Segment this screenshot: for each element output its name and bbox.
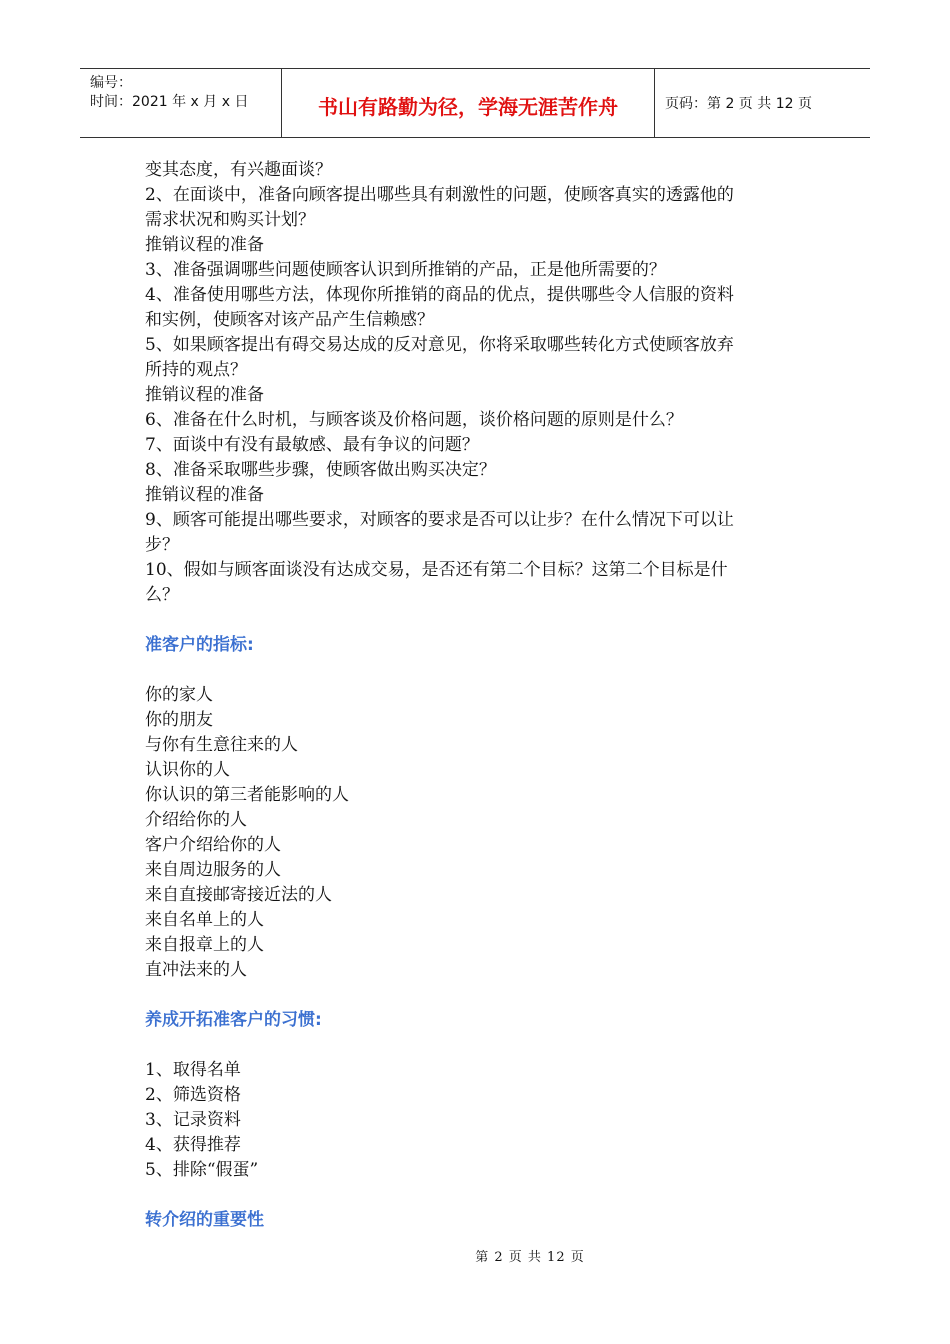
- body-line: 9、顾客可能提出哪些要求，对顾客的要求是否可以让步？在什么情况下可以让: [145, 510, 734, 530]
- body-line: 所持的观点？: [145, 360, 247, 380]
- habit-item: 2、筛选资格: [145, 1085, 241, 1105]
- body-line: 3、准备强调哪些问题使顾客认识到所推销的产品，正是他所需要的？: [145, 260, 666, 280]
- motto-text: 书山有路勤为径，学海无涯苦作舟: [318, 95, 618, 119]
- body-line: 么？: [145, 585, 179, 605]
- prospect-item: 你认识的第三者能影响的人: [145, 785, 349, 805]
- section-heading-habits: 养成开拓准客户的习惯:: [145, 1010, 322, 1030]
- prospect-item: 介绍给你的人: [145, 810, 247, 830]
- habit-item: 3、记录资料: [145, 1110, 241, 1130]
- prospect-item: 你的家人: [145, 685, 213, 705]
- body-line: 6、准备在什么时机，与顾客谈及价格问题，谈价格问题的原则是什么？: [145, 410, 683, 430]
- spacer: [145, 983, 810, 1008]
- spacer: [145, 658, 810, 683]
- habit-item: 4、获得推荐: [145, 1135, 241, 1155]
- header-motto-cell: [281, 69, 655, 137]
- body-line: 5、如果顾客提出有碍交易达成的反对意见，你将采取哪些转化方式使顾客放弃: [145, 335, 734, 355]
- spacer: [145, 1183, 810, 1208]
- body-line: 4、准备使用哪些方法，体现你所推销的商品的优点，提供哪些令人信服的资料: [145, 285, 734, 305]
- body-line: 推销议程的准备: [145, 235, 264, 255]
- prospect-item: 你的朋友: [145, 710, 213, 730]
- body-line: 8、准备采取哪些步骤，使顾客做出购买决定？: [145, 460, 496, 480]
- prospect-item: 来自名单上的人: [145, 910, 264, 930]
- spacer: [145, 1033, 810, 1058]
- body-line: 推销议程的准备: [145, 485, 264, 505]
- body-line: 10、假如与顾客面谈没有达成交易，是否还有第二个目标？这第二个目标是什: [145, 560, 728, 580]
- body-line: 变其态度，有兴趣面谈？: [145, 160, 332, 180]
- body-line: 推销议程的准备: [145, 385, 264, 405]
- header-page-cell: [655, 69, 870, 137]
- body-line: 步？: [145, 535, 179, 555]
- header-meta-cell: [80, 69, 280, 137]
- header-page-info: 页码：第 2 页 共 12 页: [665, 96, 812, 112]
- body-line: 需求状况和购买计划？: [145, 210, 315, 230]
- prospect-item: 直冲法来的人: [145, 960, 247, 980]
- section-heading-prospects: 准客户的指标:: [145, 635, 254, 655]
- date-label: 时间：2021 年 x 月 x 日: [90, 94, 249, 110]
- prospect-item: 与你有生意往来的人: [145, 735, 298, 755]
- prospect-item: 客户介绍给你的人: [145, 835, 281, 855]
- spacer: [145, 608, 810, 633]
- habit-item: 1、取得名单: [145, 1060, 241, 1080]
- page-footer: [0, 1246, 950, 1265]
- body-line: 7、面谈中有没有最敏感、最有争议的问题？: [145, 435, 479, 455]
- habit-item: 5、排除“假蛋”: [145, 1160, 259, 1180]
- prospect-item: 认识你的人: [145, 760, 230, 780]
- prospect-item: 来自周边服务的人: [145, 860, 281, 880]
- prospect-item: 来自报章上的人: [145, 935, 264, 955]
- body-line: 和实例，使顾客对该产品产生信赖感？: [145, 310, 434, 330]
- prospect-item: 来自直接邮寄接近法的人: [145, 885, 332, 905]
- footer-page-number: 第 2 页 共 12 页: [475, 1250, 585, 1265]
- body-line: 2、在面谈中，准备向顾客提出哪些具有刺激性的问题，使顾客真实的透露他的: [145, 185, 734, 205]
- document-body: [145, 158, 810, 1233]
- document-header: [80, 68, 870, 138]
- section-heading-referral: 转介绍的重要性: [145, 1210, 264, 1230]
- number-label: 编号：: [90, 75, 132, 91]
